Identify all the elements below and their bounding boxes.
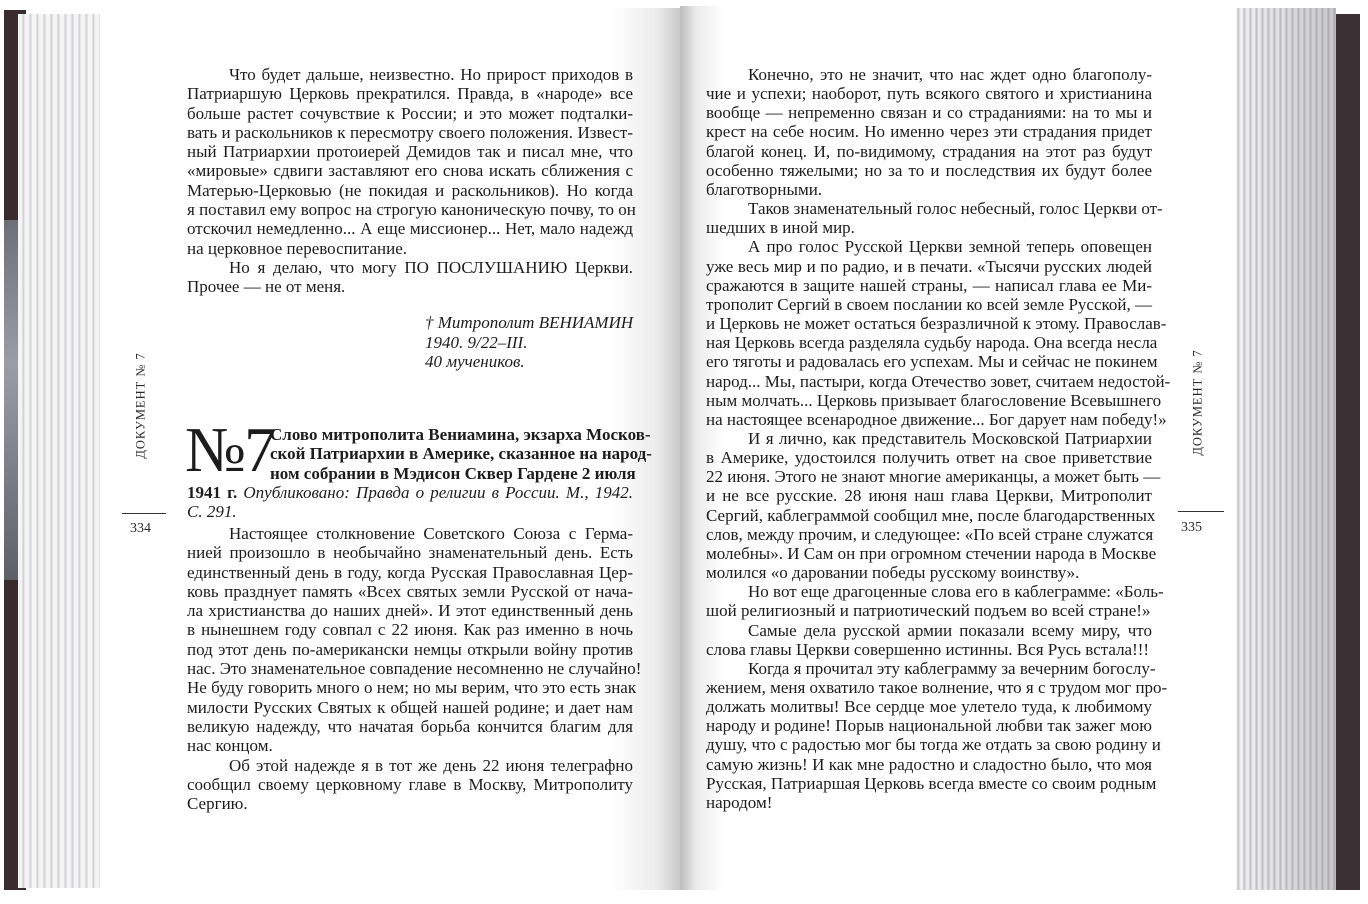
heading-source-text: Опубликовано: Правда о религии в России. М., 1942. [243,483,633,502]
text-line: молился «о даровании победы русскому воинству». [706,563,1080,583]
text-line: ный Патриархии протоиерей Демидов так и писал мне, что [187,142,633,162]
text-line: на настоящее всенародное движение... Бог дарует нам победу!» [706,409,1167,429]
text-line: ла христианства до наших дней». И этот единственный день [187,601,633,621]
text-line: вать и раскольников к пересмотру своего положения. Извест- [187,122,633,142]
text-line: уже весь мир и по радио, и в печати. «Тысячи русских людей [706,256,1152,276]
signature [425,313,633,372]
running-head-right: ДОКУМЕНТ № 7 [1190,349,1205,456]
signature-date: 1940. 9/22–III. [425,332,528,352]
text-line: и Церковь не может остаться безразличной к этому. Православ- [706,314,1167,334]
text-line: чие и успехи; наоборот, путь всякого святого и христианина [706,84,1152,104]
left-page-top-text [187,65,636,297]
text-line: вообще — непременно связан и со страданиями: на то мы и [706,103,1152,123]
text-line: жением, меня охватило такое волнение, что я с трудом мог про- [706,678,1168,697]
text-line: И я лично, как представитель Московской Патриархии [748,428,1152,448]
text-line: Но я делаю, что могу ПО ПОСЛУШАНИЮ Церкви. [229,257,633,277]
paragraph [706,199,1163,238]
text-line: Сергию. [187,794,248,814]
text-line: самую жизнь! И как мне радостно и сладостно было, что моя [706,754,1152,774]
left-page-body-text [187,524,642,814]
text-line: особенно тяжелыми; но за то и последствия их будут более [706,160,1152,180]
text-line: слова главы Церкви совершенно истинны. Вся Русь встала!!! [706,639,1150,659]
text-line: 22 июня. Этого не знают многие американцы, а может быть — [706,467,1161,487]
text-line: слов, между прочим, и следующее: «По всей стране служатся [706,524,1154,544]
text-line: Настоящее столкновение Советского Союза с Герма- [229,524,633,543]
text-line: ная Церковь всегда разделяла судьбу народа. Она всегда несла [706,333,1158,353]
text-line: душу, что с радостью мог бы тогда же отдать за свою родину и [706,735,1161,755]
right-page-text [706,65,1171,812]
text-line: милости Русских Святых к общей нашей родине; и дает нам [187,697,633,717]
text-line: сообщил своему церковному главе в Москву, Митрополиту [187,774,633,794]
text-line: благотворными. [706,179,823,199]
text-line: должать молитвы! Все сердце мое улетело туда, к любимому [706,697,1152,717]
page-number-right: 335 [1181,520,1202,535]
text-line: в Америке, удостоился получить ответ на свое приветствие [706,448,1152,468]
heading-year: 1941 г. [187,483,238,502]
paragraph [706,658,1168,812]
paragraph [706,428,1161,583]
text-line: Таков знаменательный голос небесный, голос Церкви от- [748,199,1163,219]
text-line: и не все русские. 28 июня наш глава Церкви, Митрополит [706,486,1152,506]
paragraph [706,237,1171,429]
text-line: нас. Это знаменательное совпадение несомненно не случайно! [187,659,642,679]
text-line: сражаются в защите нашей страны, — написал глава ее Ми- [706,275,1152,295]
text-line: больше растет сочувствие к России; и это может подталки- [187,103,633,123]
text-line: ным молчать... Церковь призывает благословение Всевышнего [706,390,1162,410]
text-line: А про голос Русской Церкви земной теперь оповещен [748,237,1152,257]
text-line: на церковное перевоспитание. [187,238,407,258]
text-line: нией произошло в необычайно знаменательный день. Есть [187,543,633,563]
page-edges-left [18,14,102,888]
text-line: единственный день в году, когда Русская Православная Цер- [187,562,633,582]
text-line: Патриаршую Церковь прекратился. Правда, в «народе» все [187,84,633,104]
page-number-rule-right [1178,511,1224,512]
text-line: ковь празднует память «Всех святых земли Русской от нача- [187,581,633,601]
page-number-left: 334 [130,521,151,536]
heading-line: ном собрании в Мэдисон Сквер Гардене 2 июля [270,463,636,483]
text-line: молебны». И Сам он при огромном стечении народа в Москве [706,543,1157,563]
text-line: Матерью-Церковью (не покидая и раскольников). Но когда [187,180,633,200]
text-line: шедших в иной мир. [706,218,855,238]
heading-line: ской Патриархии в Америке, сказанное на народ- [270,444,652,464]
paragraph [706,65,1152,199]
text-line: благой конец. И, по-видимому, страдания на этот раз будут [706,141,1152,161]
signature-feast: 40 мучеников. [425,352,525,371]
paragraph [187,524,642,756]
text-line: Не буду говорить много о нем; но мы верим, что это есть знак [187,678,637,698]
text-line: Об этой надежде я в тот же день 22 июня телеграфно [229,755,633,775]
text-line: Когда я прочитал эту каблеграмму за вечерним богослу- [748,658,1156,678]
text-line: я поставил ему вопрос на строгую каноническую почву, то он [187,200,636,220]
heading-source-page: С. 291. [187,502,237,522]
text-line: под этот день по-американски немцы открыли войну против [187,639,633,659]
text-line: его тяготы и радовалась его успехам. Мы и сейчас не покинем [706,352,1158,372]
paragraph [187,756,633,814]
text-line: народ... Мы, пастыри, когда Отечество зовет, считаем недостой- [706,371,1171,391]
text-line: в нынешнем году совпал с 22 июня. Как раз именно в ночь [187,620,633,640]
paragraph [706,621,1152,659]
text-line: нас концом. [187,736,273,756]
text-line: народу и родине! Порыв национальной любви так зажег мою [706,716,1152,736]
text-line: шой религиозный и патриотический подъем во всей стране!» [706,601,1151,621]
text-line: Самые дела русской армии показали всему миру, что [748,620,1152,640]
page-edges-right [1234,8,1336,890]
text-line: Русская, Патриаршая Церковь всегда вместе со своим родным [706,773,1157,793]
page-number-rule-left [122,513,166,514]
paragraph [706,582,1164,621]
paragraph [187,65,636,258]
book-cover-right [1332,14,1360,890]
text-line: Прочее — не от меня. [187,277,346,297]
document-number: №7 [185,414,275,485]
text-line: Сергий, каблеграммой сообщил мне, после благодарственных [706,505,1156,525]
heading-line: Слово митрополита Вениамина, экзарха Москов- [270,425,651,444]
heading-source [187,483,633,522]
text-line: крест на себе носим. Но именно через эти страдания придет [706,122,1152,142]
text-line: великую надежду, что начатая борьба кончится благим для [187,716,633,736]
paragraph [187,258,633,297]
text-line: «мировые» сдвиги заставляют его снова искать сближения с [187,161,633,181]
text-line: трополит Сергий в своем послании ко всей земле Русской, — [706,294,1152,314]
text-line: Что будет дальше, неизвестно. Но прирост приходов в [229,65,633,84]
text-line: отскочил немедленно... А еще миссионер... Нет, мало надежд [187,219,633,239]
document-heading [270,425,652,483]
signature-name: † Митрополит ВЕНИАМИН [425,313,634,332]
text-line: Но вот еще драгоценные слова его в каблеграмме: «Боль- [748,582,1164,602]
text-line: Конечно, это не значит, что нас ждет одно благополу- [748,65,1152,84]
running-head-left: ДОКУМЕНТ № 7 [133,352,148,459]
text-line: народом! [706,792,773,812]
